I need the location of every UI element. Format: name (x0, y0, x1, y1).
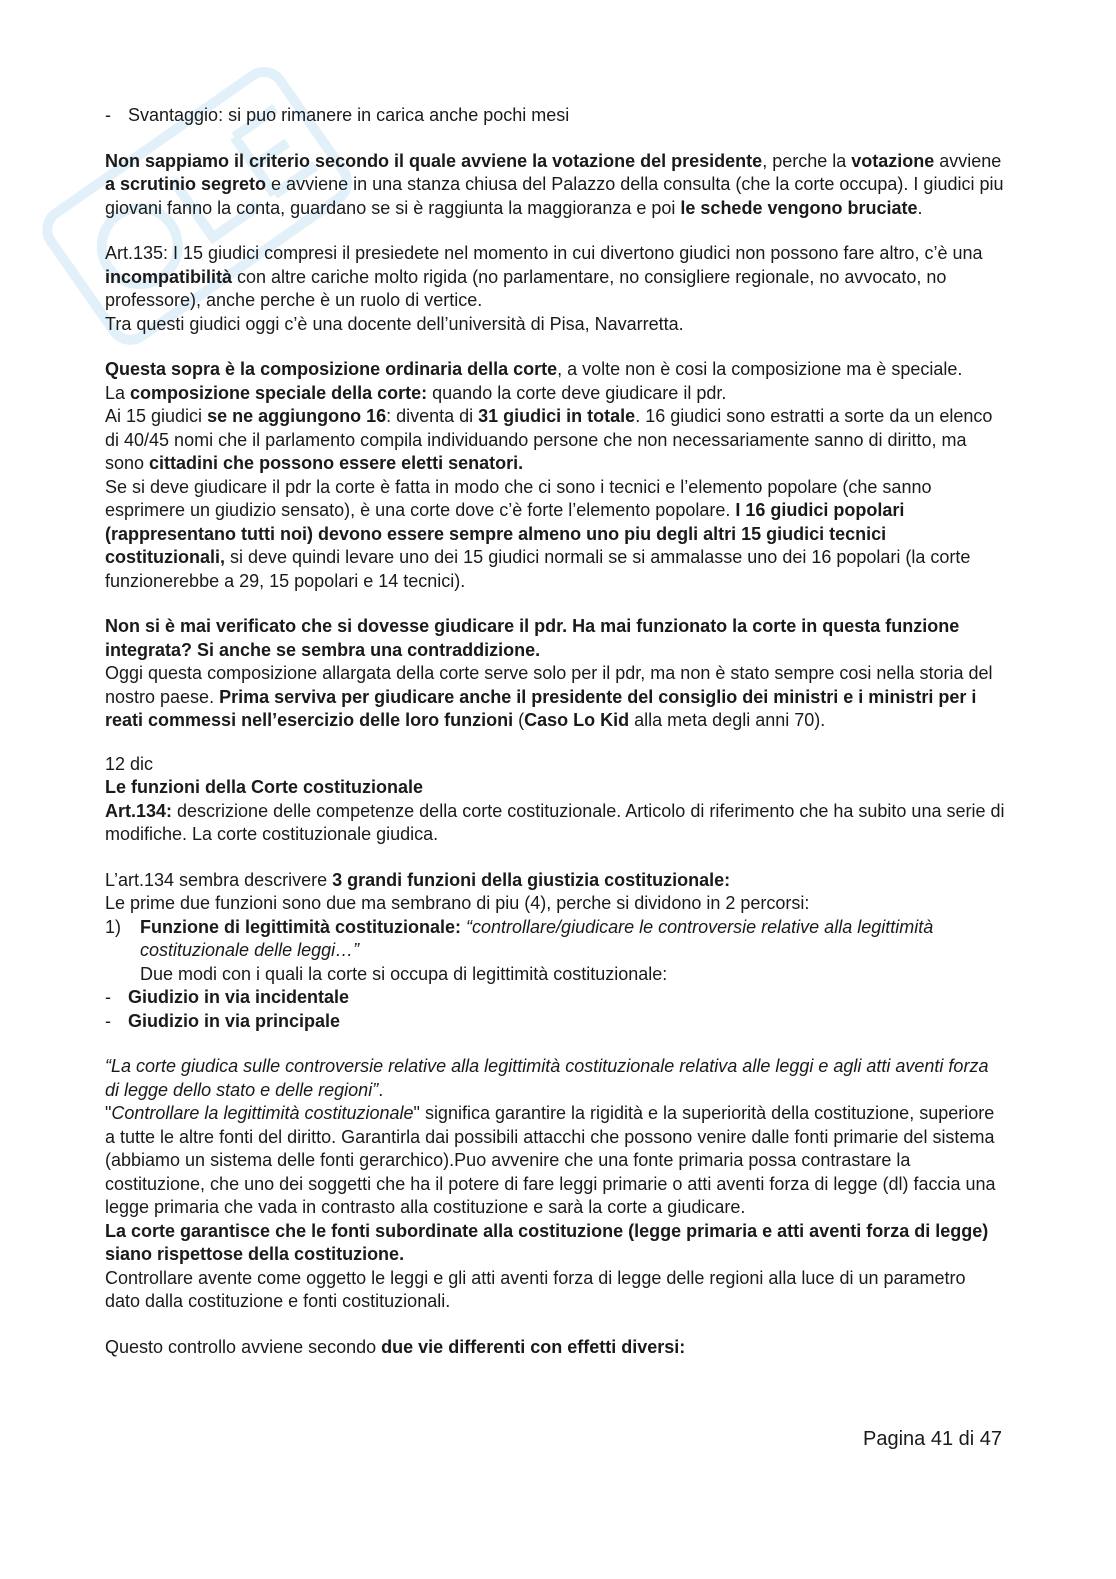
paragraph-art135: Art.135: I 15 giudici compresi il presiedete nel momento in cui divertono giudici non possono fare altro, c’è una incompatibilità con altre cariche molto rigida (no parlamentare, no consigliere regionale, no avvocato, no professore), anche perche è un ruolo di vertice. (105, 243, 983, 310)
paragraph-due-percorsi: Le prime due funzioni sono due ma sembrano di piu (4), perche si dividono in 2 percorsi: (105, 893, 810, 913)
paragraph-parametro: Controllare avente come oggetto le leggi e gli atti aventi forza di legge delle regioni alla luce di un parametro dato dalla costituzione e fonti costituzionali. (105, 1267, 966, 1311)
bullet-svantaggio (105, 104, 1005, 128)
dash-marker: - (105, 105, 111, 125)
paragraph-navarretta: Tra questi giudici oggi c’è una docente dell’università di Pisa, Navarretta. (105, 313, 684, 334)
bullet-principale (105, 1010, 1005, 1034)
dash-marker: - (105, 1010, 111, 1031)
paragraph-due-modi: Due modi con i quali la corte si occupa di legittimità costituzionale: (140, 963, 668, 984)
paragraph-controllare: "Controllare la legittimità costituzionale" significa garantire la rigidità e la superiorità della costituzione, superiore a tutte le altre fonti del diritto. Garantirla dai possibili attacchi che possono venire dalle fonti primarie del sistema (abbiamo un sistema delle fonti gerarchico).Puo avvenire che una fonte primaria possa contrastare la costituzione, che uno dei soggetti che ha il potere di fare leggi primarie o atti aventi forza di legge (dl) faccia una legge primaria che vada in contrasto alla costituzione e sarà la corte a giudicare. (105, 1103, 996, 1217)
bullet-text: Giudizio in via principale (128, 1010, 341, 1031)
bullet-incidentale (105, 986, 1005, 1010)
paragraph-composizione-ordinaria: Questa sopra è la composizione ordinaria della corte, a volte non è cosi la composizione ma è speciale. (105, 359, 963, 379)
date-label: 12 dic (105, 753, 154, 774)
paragraph-votazione: Non sappiamo il criterio secondo il quale avviene la votazione del presidente, perche la votazione avviene a scrutinio segreto e avviene in una stanza chiusa del Palazzo della consulta (che la corte occupa). I giudici piu giovani fanno la conta, guardano se si è raggiunta la maggioranza e poi le schede vengono bruciate. (105, 150, 1004, 218)
numbered-item-1 (105, 916, 1005, 963)
dash-marker: - (105, 987, 111, 1007)
paragraph-art134: Art.134: descrizione delle competenze della corte costituzionale. Articolo di riferimento che ha subito una serie di modifiche. La corte costituzionale giudica. (105, 800, 1005, 844)
paragraph-composizione-speciale: La composizione speciale della corte: quando la corte deve giudicare il pdr. (105, 382, 727, 403)
bullet-text: Giudizio in via incidentale (128, 987, 350, 1007)
paragraph-funzione-integrata: Non si è mai verificato che si dovesse giudicare il pdr. Ha mai funzionato la corte in questa funzione integrata? Si anche se sembra una contraddizione. (105, 616, 960, 660)
paragraph-31-giudici: Ai 15 giudici se ne aggiungono 16: diventa di 31 giudici in totale. 16 giudici sono estratti a sorte da un elenco di 40/45 nomi che il parlamento compila individuando persone che non necessariamente sanno di diritto, ma sono cittadini che possono essere eletti senatori. (105, 406, 993, 473)
numbered-item-text: Funzione di legittimità costituzionale: “controllare/giudicare le controversie relative alla legittimità costituzionale delle leggi…” (140, 916, 934, 960)
quote-art134: “La corte giudica sulle controversie relative alla legittimità costituzionale relativa alle leggi e agli atti aventi forza di legge dello stato e delle regioni”. (105, 1056, 989, 1100)
bullet-text: Svantaggio: si puo rimanere in carica anche pochi mesi (128, 105, 570, 125)
paragraph-due-vie: Questo controllo avviene secondo due vie differenti con effetti diversi: (105, 1336, 686, 1357)
page-number: Pagina 41 di 47 (862, 1428, 1002, 1450)
paragraph-tre-funzioni: L’art.134 sembra descrivere 3 grandi funzioni della giustizia costituzionale: (105, 869, 731, 890)
section-heading: Le funzioni della Corte costituzionale (105, 777, 424, 797)
page-content (105, 104, 1005, 1359)
paragraph-elemento-popolare: Se si deve giudicare il pdr la corte è fatta in modo che ci sono i tecnici e l’elemento popolare (che sanno esprimere un giudizio sensato), è una corte dove c’è forte l’elemento popolare. I 16 giudici popolari (rappresentano tutti noi) devono essere sempre almeno uno piu degli altri 15 giudici tecnici costituzionali, si deve quindi levare uno dei 15 giudici normali se si ammalasse uno dei 16 popolari (la corte funzionerebbe a 29, 15 popolari e 14 tecnici). (105, 476, 971, 591)
paragraph-garantisce: La corte garantisce che le fonti subordinate alla costituzione (legge primaria e atti aventi forza di legge) siano rispettose della costituzione. (105, 1220, 989, 1264)
paragraph-storia: Oggi questa composizione allargata della corte serve solo per il pdr, ma non è stato sempre cosi nella storia del nostro paese. Prima serviva per giudicare anche il presidente del consiglio dei ministri e i ministri per i reati commessi nell’esercizio delle loro funzioni (Caso Lo Kid alla meta degli anni 70). (105, 663, 993, 730)
number-marker: 1) (105, 916, 122, 937)
